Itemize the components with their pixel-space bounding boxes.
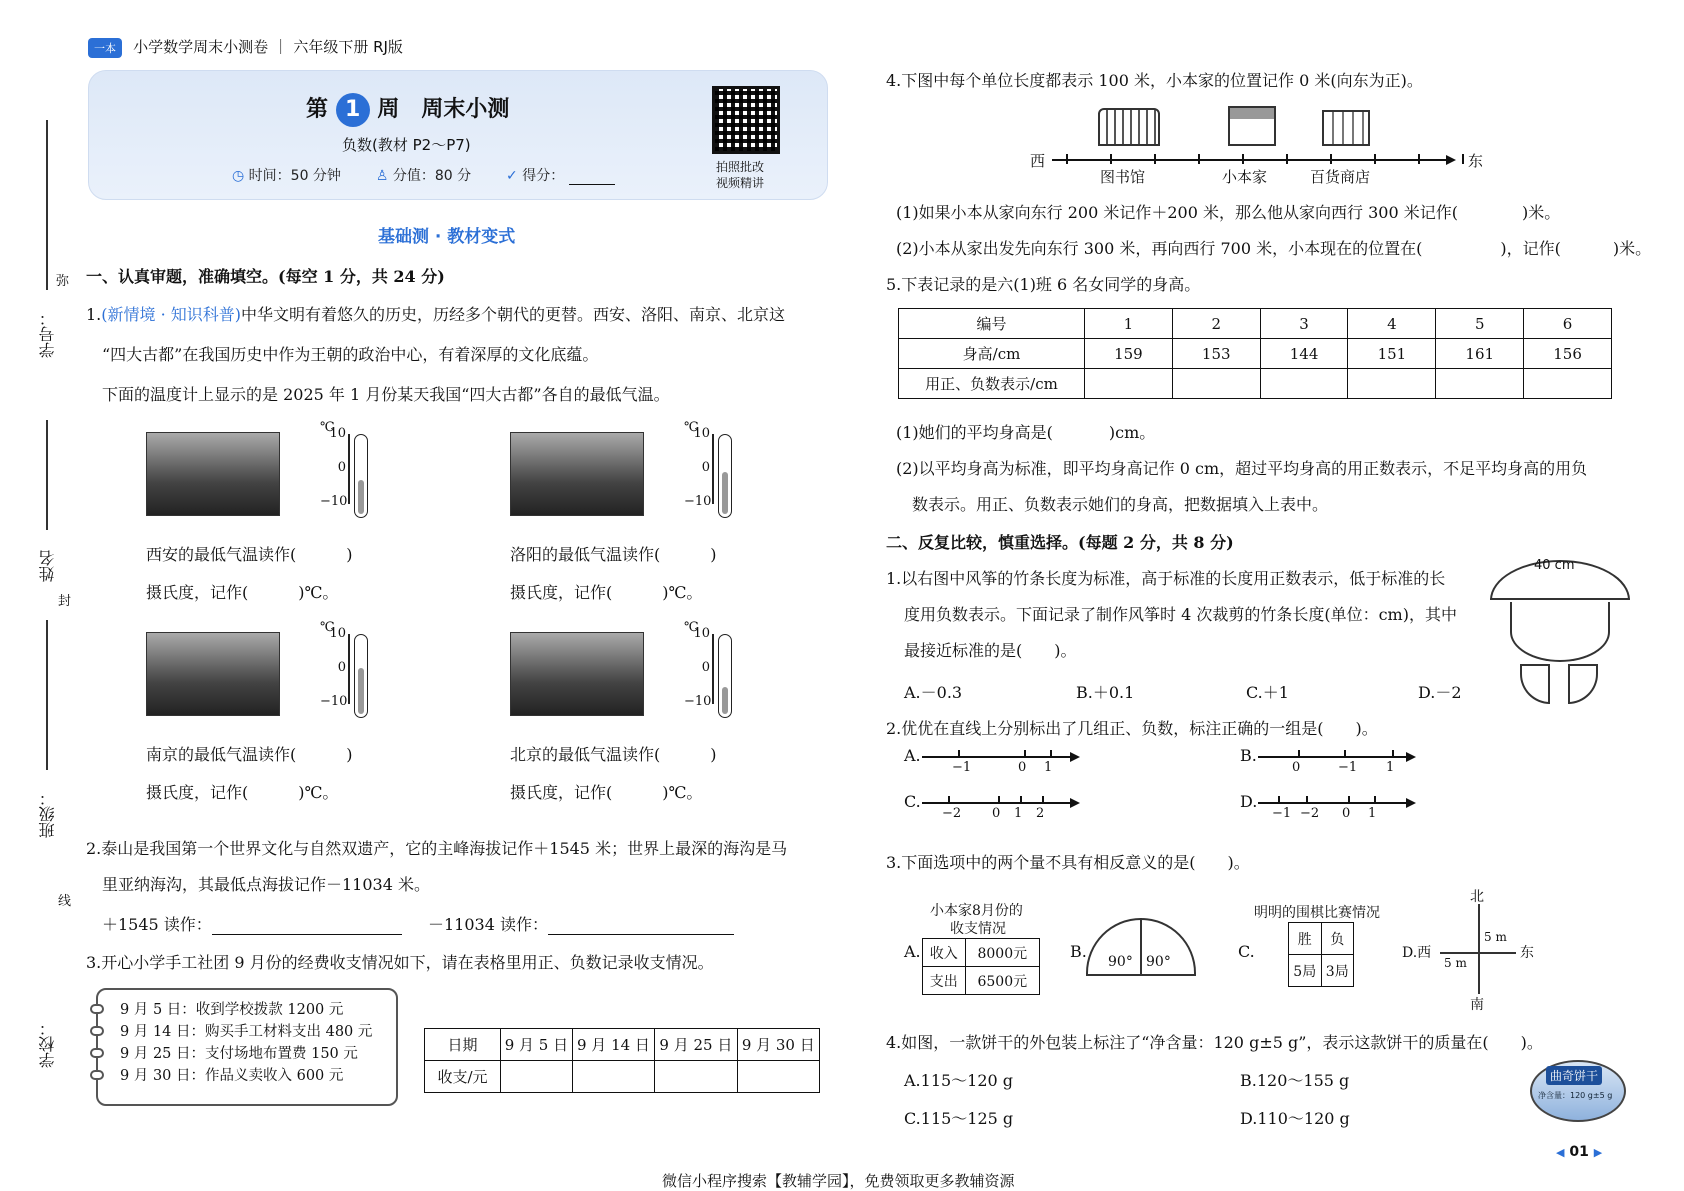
scale-line	[712, 634, 714, 704]
city-mark-row: 摄氏度，记作( )℃。	[146, 583, 339, 602]
p2q1-line-b: 度用负数表示。下面记录了制作风筝时 4 次裁剪的竹条长度(单位：cm)，其中	[904, 605, 1457, 624]
qr-code[interactable]	[712, 86, 780, 154]
tick-mark	[1154, 154, 1156, 164]
meta-row	[232, 165, 615, 185]
arrow-icon	[1446, 155, 1456, 165]
package-small: 净含量：120 g±5 g	[1538, 1091, 1613, 1100]
tick-label: 0	[992, 806, 1001, 821]
table-header: 5	[1436, 309, 1524, 339]
scale-line	[348, 634, 350, 704]
tick-label: 10	[329, 426, 346, 441]
tick-mark	[1462, 154, 1464, 164]
kite-body	[1510, 602, 1610, 662]
tick-label: 1	[1014, 806, 1023, 821]
side-label-xingming: 姓名	[38, 550, 57, 582]
baseline	[1086, 974, 1196, 976]
tick-label: 0	[337, 660, 346, 675]
p1q5-text: 5.下表记录的是六(1)班 6 名女同学的身高。	[886, 275, 1201, 294]
q3-text: 3.开心小学手工社团 9 月份的经费收支情况如下，请在表格里用正、负数记录收支情况。	[86, 953, 714, 972]
east-label: 东	[1468, 152, 1484, 170]
q2-read-b: －11034 读作：	[428, 912, 734, 935]
answer-cell[interactable]	[737, 1061, 819, 1093]
q2-read-a: ＋1545 读作：	[102, 912, 402, 935]
option-b[interactable]: B.120～155 g	[1240, 1071, 1350, 1090]
option-a[interactable]: A.	[904, 942, 921, 961]
city-mark-row: 摄氏度，记作( )℃。	[146, 783, 339, 802]
tick-mark	[1198, 154, 1200, 164]
table-row-label: 收支/元	[425, 1061, 501, 1093]
option-d[interactable]: D.西	[1402, 945, 1432, 961]
tick-label: 0	[701, 460, 710, 475]
table-cell: 159	[1085, 339, 1173, 369]
tick-mark	[1298, 750, 1300, 757]
arrow-icon	[1406, 752, 1416, 762]
east-label: 东	[1520, 945, 1534, 961]
tick-mark	[958, 750, 960, 757]
option-b[interactable]: B.	[1240, 746, 1257, 765]
tick-mark	[1286, 154, 1288, 164]
tick-mark	[1110, 154, 1112, 164]
series-grade: 六年级下册 RJ版	[293, 38, 403, 56]
week-number: 1	[336, 93, 370, 127]
house-icon	[1228, 106, 1276, 146]
celsius-unit: ℃	[684, 620, 699, 635]
tick-label: −1	[1338, 760, 1358, 775]
answer-cell[interactable]	[1524, 369, 1612, 399]
tick-label: −10	[684, 494, 712, 509]
city-read-row: 西安的最低气温读作( )	[146, 545, 353, 564]
table-cell: 161	[1436, 339, 1524, 369]
tick-label: −2	[1300, 806, 1320, 821]
tick-mark	[1330, 154, 1332, 164]
score-got: 得分：	[522, 168, 565, 184]
store-icon	[1322, 110, 1370, 146]
kite-label: 40 cm	[1534, 558, 1575, 573]
table-header: 日期	[425, 1029, 501, 1061]
thermometer-fill	[358, 480, 364, 514]
option-c[interactable]: C.	[904, 792, 921, 811]
p1q5-sub2b: 数表示。用正、负数表示她们的身高，把数据填入上表中。	[912, 495, 1329, 514]
note-item: 9 月 14 日：购买手工材料支出 480 元	[120, 1024, 373, 1040]
p1q4-text: 4.下图中每个单位长度都表示 100 米，小本家的位置记作 0 米(向东为正)。	[886, 71, 1423, 90]
tick-label: 1	[1386, 760, 1395, 775]
opt-a-title: 收支情况	[950, 921, 1006, 937]
option-a[interactable]: A.115～120 g	[904, 1071, 1014, 1090]
number-line	[1258, 756, 1408, 758]
tick-mark	[948, 796, 950, 803]
table-header: 9 月 14 日	[572, 1029, 654, 1061]
perpendicular	[1140, 918, 1142, 974]
ns-axis	[1478, 904, 1480, 994]
city-photo	[510, 432, 644, 516]
tick-mark	[1344, 750, 1346, 757]
option-a[interactable]: A.－0.3	[904, 683, 963, 702]
arrow-icon	[1070, 752, 1080, 762]
note-item: 9 月 5 日：收到学校拨款 1200 元	[120, 1002, 344, 1018]
side-label-xuexiao: 学校：	[38, 1020, 57, 1068]
tick-mark	[1050, 750, 1052, 757]
tick-label: −2	[942, 806, 962, 821]
binding-line	[46, 620, 48, 770]
table-header: 2	[1172, 309, 1260, 339]
distance-label: 5 m	[1484, 930, 1507, 944]
tick-label: 0	[701, 660, 710, 675]
p2q4-text: 4.如图，一款饼干的外包装上标注了“净含量：120 g±5 g”，表示这款饼干的质量在( )。	[886, 1033, 1543, 1052]
table-cell: 156	[1524, 339, 1612, 369]
option-b[interactable]: B.	[1070, 942, 1087, 961]
tick-label: 1	[1368, 806, 1377, 821]
option-c[interactable]: C.	[1238, 942, 1255, 961]
p2q1-line-a: 1.以右图中风筝的竹条长度为标准，高于标准的长度用正数表示，低于标准的长	[886, 569, 1446, 588]
option-b[interactable]: B.＋0.1	[1076, 683, 1135, 702]
prev-icon[interactable]: ◀	[1556, 1146, 1565, 1159]
clock-icon: ◷	[232, 168, 245, 184]
tick-label: −10	[320, 494, 348, 509]
tick-label: 10	[693, 426, 710, 441]
part2-heading: 二、反复比较，慎重选择。(每题 2 分，共 8 分)	[886, 533, 1234, 552]
tick-mark	[1374, 796, 1376, 803]
answer-cell[interactable]	[501, 1061, 573, 1093]
table-cell: 144	[1260, 339, 1348, 369]
table-header: 9 月 25 日	[655, 1029, 737, 1061]
next-icon[interactable]: ▶	[1593, 1146, 1603, 1159]
answer-cell[interactable]	[1436, 369, 1524, 399]
series-title: 小学数学周末小测卷	[133, 38, 269, 56]
city-read-row: 北京的最低气温读作( )	[510, 745, 717, 764]
binding-line	[46, 120, 48, 290]
tick-label: 0	[1018, 760, 1027, 775]
arrow-icon	[1070, 798, 1080, 808]
page-number: ◀ 01 ▶	[1556, 1144, 1603, 1160]
arrow-icon	[1406, 798, 1416, 808]
option-d[interactable]: D.110～120 g	[1240, 1109, 1350, 1128]
south-label: 南	[1470, 997, 1484, 1013]
time-limit: 时间：50 分钟	[248, 168, 341, 184]
tick-mark	[1278, 796, 1280, 803]
part1-heading: 一、认真审题，准确填空。(每空 1 分，共 24 分)	[86, 267, 445, 286]
tick-mark	[1306, 796, 1308, 803]
q1-tag: (新情境 · 知识科普)	[101, 305, 242, 324]
page-title: 第 1 周 周末小测	[306, 92, 509, 127]
package-label: 曲奇饼干	[1546, 1066, 1602, 1085]
thermometer-icon	[718, 634, 732, 718]
tick-label: 2	[1036, 806, 1045, 821]
table-row-label: 用正、负数表示/cm	[899, 369, 1085, 399]
p2q2-text: 2.优优在直线上分别标出了几组正、负数，标注正确的一组是( )。	[886, 719, 1378, 738]
city-mark-row: 摄氏度，记作( )℃。	[510, 583, 703, 602]
thermometer-fill	[722, 687, 728, 714]
tick-label: 10	[693, 626, 710, 641]
series-header: 一本 小学数学周末小测卷 ｜ 六年级下册 RJ版	[88, 36, 403, 58]
city-photo	[146, 632, 280, 716]
person-icon: ♙	[375, 168, 389, 184]
tick-mark	[1024, 750, 1026, 757]
library-icon	[1098, 108, 1160, 146]
side-label-feng: 封	[58, 594, 72, 609]
celsius-unit: ℃	[320, 620, 335, 635]
table-header: 3	[1260, 309, 1348, 339]
number-line	[1258, 802, 1408, 804]
west-label: 西	[1030, 152, 1046, 170]
opt-a-title: 小本家8月份的	[930, 903, 1023, 919]
option-a[interactable]: A.	[904, 746, 921, 765]
celsius-unit: ℃	[320, 420, 335, 435]
table-header: 编号	[899, 309, 1085, 339]
answer-cell[interactable]	[655, 1061, 737, 1093]
q1-line-c: 下面的温度计上显示的是 2025 年 1 月份某天我国“四大古都”各自的最低气温。	[102, 385, 670, 404]
scale-line	[712, 434, 714, 504]
q1-line-a: 1.(新情境 · 知识科普)中华文明有着悠久的历史，历经多个朝代的更替。西安、洛阳、南京、北京这	[86, 305, 786, 324]
city-mark-row: 摄氏度，记作( )℃。	[510, 783, 703, 802]
kite-tail	[1568, 664, 1598, 704]
side-label-xuehao: 学号：	[38, 310, 57, 358]
place-label: 图书馆	[1100, 168, 1146, 186]
angle-label: 90°	[1108, 954, 1133, 970]
north-label: 北	[1470, 889, 1484, 905]
series-logo: 一本	[88, 38, 122, 58]
option-d[interactable]: D.－2	[1418, 683, 1462, 702]
city-photo	[510, 632, 644, 716]
city-read-row: 洛阳的最低气温读作( )	[510, 545, 717, 564]
thermometer-fill	[358, 668, 364, 714]
answer-cell[interactable]	[1085, 369, 1173, 399]
number-line	[922, 802, 1072, 804]
thermometer-icon	[718, 434, 732, 518]
answer-cell[interactable]	[1172, 369, 1260, 399]
tick-label: 1	[1044, 760, 1053, 775]
kite-tail	[1520, 664, 1550, 704]
p1q5-sub1: (1)她们的平均身高是( )cm。	[896, 423, 1156, 442]
table-header: 1	[1085, 309, 1173, 339]
tick-label: 0	[1342, 806, 1351, 821]
binding-line	[46, 420, 48, 530]
tick-mark	[1066, 154, 1068, 164]
side-label-mi: 弥	[56, 274, 70, 289]
place-label: 百货商店	[1310, 168, 1371, 186]
thermometer-icon	[354, 434, 368, 518]
tick-mark	[1020, 796, 1022, 803]
p1q4-sub1: (1)如果小本从家向东行 200 米记作＋200 米，那么他从家向西行 300 米记作( )米。	[896, 203, 1561, 222]
note-item: 9 月 25 日：支付场地布置费 150 元	[120, 1046, 358, 1062]
tick-mark	[1374, 154, 1376, 164]
section-banner: 基础测 · 教材变式	[378, 227, 516, 247]
option-d[interactable]: D.	[1240, 792, 1258, 811]
table-header: 9 月 5 日	[501, 1029, 573, 1061]
table-header: 9 月 30 日	[737, 1029, 819, 1061]
tick-label: −1	[1272, 806, 1292, 821]
tick-label: −1	[952, 760, 972, 775]
expense-notebook	[96, 988, 398, 1106]
distance-label: 5 m	[1444, 956, 1467, 970]
p1q4-sub2: (2)小本从家出发先向东行 300 米，再向西行 700 米，小本现在的位置在( )，记作( )米。	[896, 239, 1652, 258]
tick-mark	[1348, 796, 1350, 803]
answer-blank[interactable]	[548, 917, 734, 935]
thermometer-icon	[354, 634, 368, 718]
qr-caption: 拍照批改	[716, 160, 765, 174]
side-label-xian: 线	[58, 894, 72, 909]
tick-mark	[1242, 154, 1244, 164]
p1q5-sub2a: (2)以平均身高为标准，即平均身高记作 0 cm，超过平均身高的用正数表示，不足平均身高的用负	[896, 459, 1588, 478]
qr-caption: 视频精讲	[716, 176, 765, 190]
city-read-row: 南京的最低气温读作( )	[146, 745, 353, 764]
table-cell: 153	[1172, 339, 1260, 369]
option-c[interactable]: C.115～125 g	[904, 1109, 1014, 1128]
answer-cell[interactable]	[572, 1061, 654, 1093]
side-label-banji: 班级：	[38, 790, 57, 838]
p2q3-text: 3.下面选项中的两个量不具有相反意义的是( )。	[886, 853, 1250, 872]
answer-cell[interactable]	[1260, 369, 1348, 399]
note-item: 9 月 30 日：作品义卖收入 600 元	[120, 1068, 344, 1084]
tick-label: 10	[329, 626, 346, 641]
tick-mark	[1042, 796, 1044, 803]
q2-line-a: 2.泰山是我国第一个世界文化与自然双遗产，它的主峰海拔记作＋1545 米；世界上最深的海沟是马	[86, 839, 788, 858]
tick-label: −10	[684, 694, 712, 709]
tick-mark	[1392, 750, 1394, 757]
expense-table	[424, 1028, 820, 1093]
footer: 微信小程序搜索【教辅学园】，免费领取更多教辅资源	[662, 1172, 1015, 1190]
table-cell: 151	[1348, 339, 1436, 369]
income-table: 收入 8000元 支出 6500元	[922, 938, 1040, 995]
tick-mark	[998, 796, 1000, 803]
check-icon: ✓	[506, 168, 518, 184]
height-table	[898, 308, 1612, 399]
celsius-unit: ℃	[684, 420, 699, 435]
subtitle: 负数(教材 P2～P7)	[342, 136, 471, 154]
score-value: 分值：80 分	[392, 168, 472, 184]
table-header: 6	[1524, 309, 1612, 339]
q1-line-b: “四大古都”在我国历史中作为王朝的政治中心，有着深厚的文化底蕴。	[102, 345, 599, 364]
answer-blank[interactable]	[212, 917, 402, 935]
table-row-label: 身高/cm	[899, 339, 1085, 369]
p2q1-line-c: 最接近标准的是( )。	[904, 641, 1077, 660]
place-label: 小本家	[1222, 168, 1268, 186]
city-photo	[146, 432, 280, 516]
go-table: 胜 负 5局 3局	[1288, 922, 1354, 987]
tick-label: −10	[320, 694, 348, 709]
table-header: 4	[1348, 309, 1436, 339]
tick-label: 0	[1292, 760, 1301, 775]
q2-line-b: 里亚纳海沟，其最低点海拔记作－11034 米。	[102, 875, 430, 894]
tick-label: 0	[337, 460, 346, 475]
option-c[interactable]: C.＋1	[1246, 683, 1289, 702]
angle-label: 90°	[1146, 954, 1171, 970]
scale-line	[348, 434, 350, 504]
opt-c-title: 明明的围棋比赛情况	[1254, 905, 1380, 921]
answer-cell[interactable]	[1348, 369, 1436, 399]
thermometer-fill	[722, 472, 728, 514]
tick-mark	[1418, 154, 1420, 164]
